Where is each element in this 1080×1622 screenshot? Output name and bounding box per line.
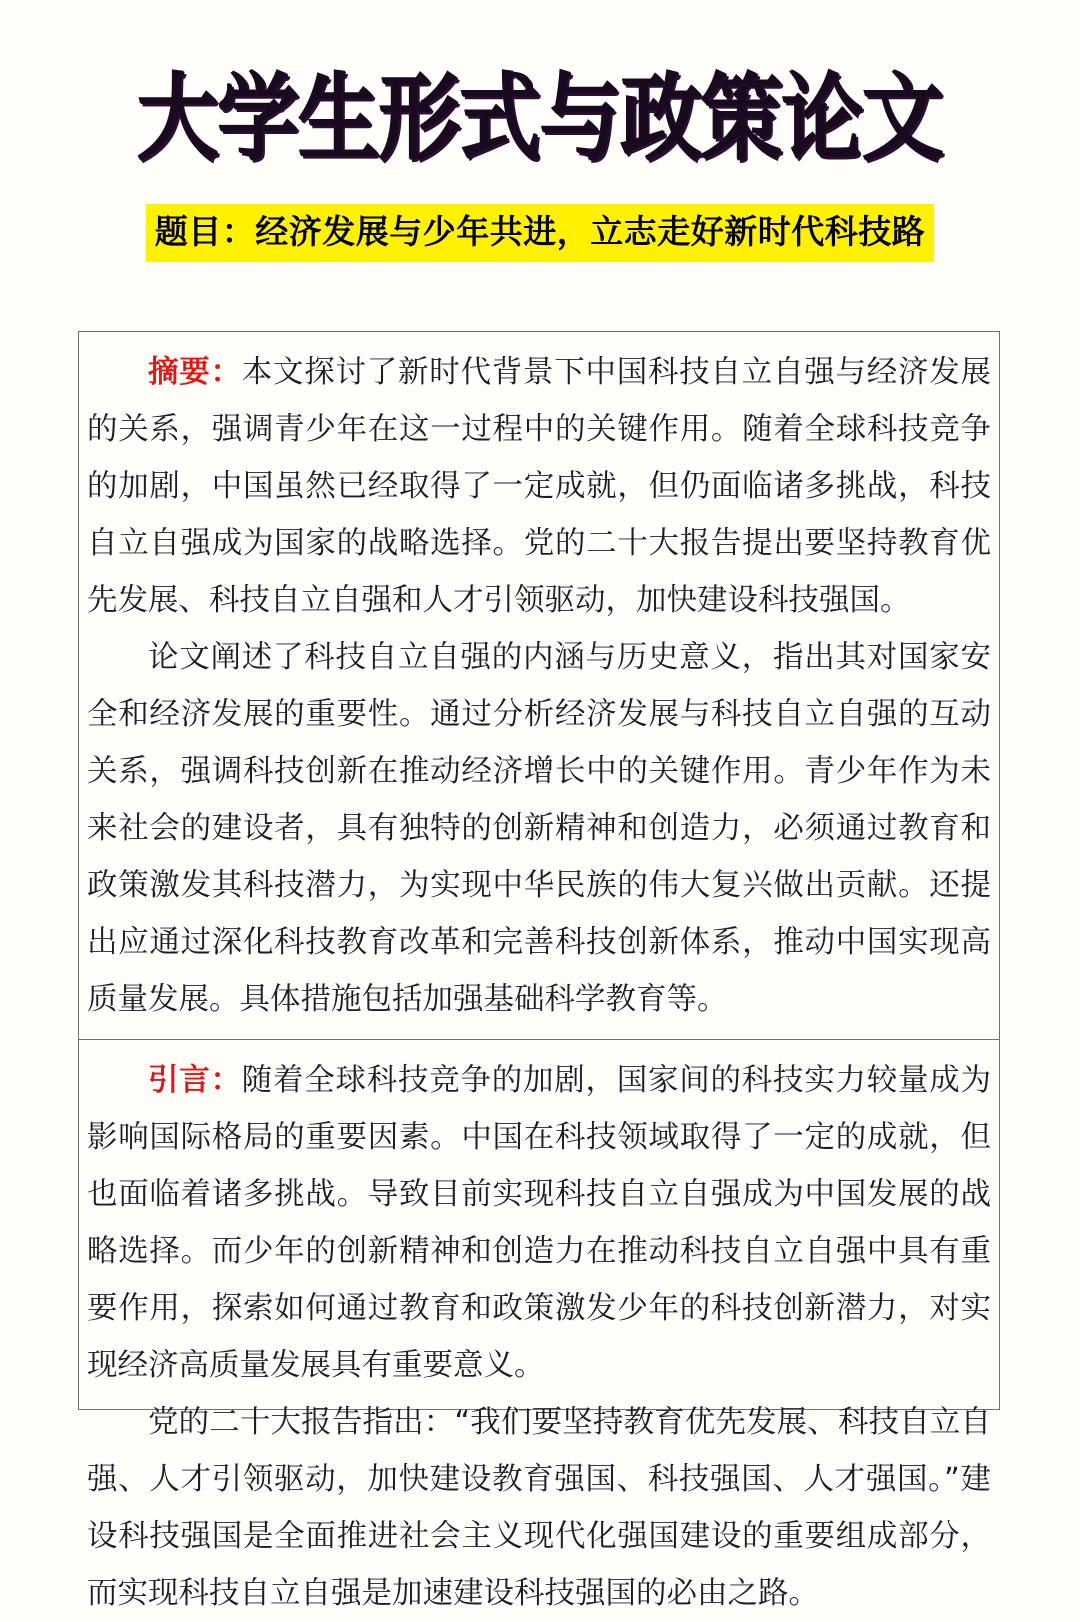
document-subtitle-highlight: 题目：经济发展与少年共进，立志走好新时代科技路	[146, 204, 935, 262]
content-box	[78, 331, 1000, 1611]
abstract-paragraph-1	[87, 332, 991, 629]
document-header	[0, 0, 1080, 262]
introduction-label: 引言：	[148, 1063, 242, 1098]
intro-paragraph-1-text: 随着全球科技竞争的加剧，国家间的科技实力较量成为影响国际格局的重要因素。中国在科技领域取得了一定的成就，但也面临着诸多挑战。导致目前实现科技自立自强成为中国发展的战略选择。而少年的创新精神和创造力在推动科技自立自强中具有重要作用，探索如何通过教育和政策激发少年的科技创新潜力，对实现经济高质量发展具有重要意义。	[87, 1063, 991, 1383]
subtitle-container	[0, 204, 1080, 262]
intro-paragraph-1	[87, 1040, 991, 1394]
section-abstract	[79, 332, 999, 1039]
abstract-paragraph-2: 论文阐述了科技自立自强的内涵与历史意义，指出其对国家安全和经济发展的重要性。通过分析经济发展与科技自立自强的互动关系，强调科技创新在推动经济增长中的关键作用。青少年作为未来社会的建设者，具有独特的创新精神和创造力，必须通过教育和政策激发其科技潜力，为实现中华民族的伟大复兴做出贡献。还提出应通过深化科技教育改革和完善科技创新体系，推动中国实现高质量发展。具体措施包括加强基础科学教育等。	[87, 640, 991, 1017]
abstract-paragraph-1-text: 本文探讨了新时代背景下中国科技自立自强与经济发展的关系，强调青少年在这一过程中的关键作用。随着全球科技竞争的加剧，中国虽然已经取得了一定成就，但仍面临诸多挑战，科技自立自强成为国家的战略选择。党的二十大报告提出要坚持教育优先发展、科技自立自强和人才引领驱动，加快建设科技强国。	[87, 355, 991, 618]
page-title: 大学生形式与政策论文	[137, 63, 943, 174]
abstract-label: 摘要：	[148, 355, 242, 390]
section-introduction	[79, 1039, 999, 1622]
intro-paragraph-2: 党的二十大报告指出：“我们要坚持教育优先发展、科技自立自强、人才引领驱动，加快建设教育强国、科技强国、人才强国。”建设科技强国是全面推进社会主义现代化强国建设的重要组成部分，而实现科技自立自强是加速建设科技强国的必由之路。	[87, 1405, 991, 1611]
